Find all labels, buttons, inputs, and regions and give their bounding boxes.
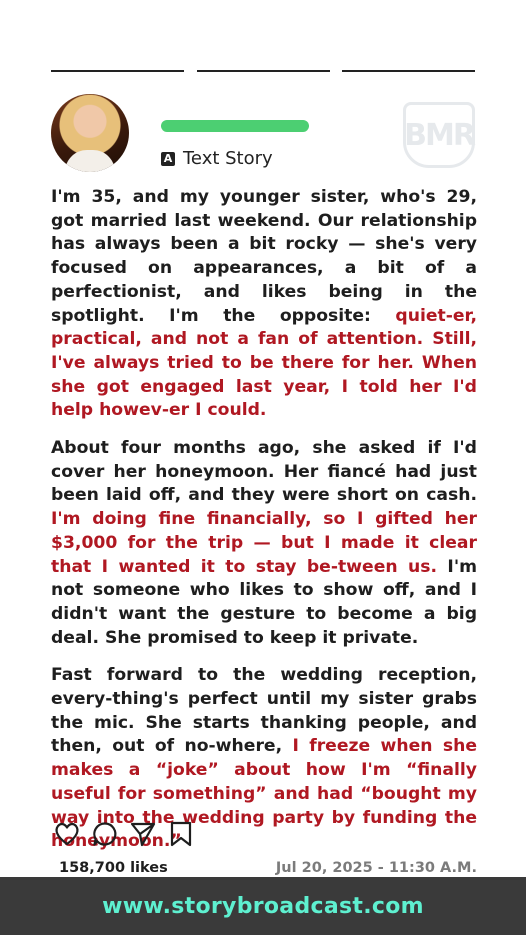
story-type-label xyxy=(161,148,273,169)
share-icon[interactable] xyxy=(129,820,157,848)
divider-segment xyxy=(342,70,475,72)
post-actions xyxy=(53,820,195,848)
post-header xyxy=(51,94,475,174)
heart-icon[interactable] xyxy=(53,820,81,848)
avatar-dress xyxy=(65,150,115,172)
top-divider xyxy=(51,70,475,73)
brand-logo xyxy=(403,102,475,168)
story-text-highlight: I'm doing fine financially, so I gifted her $3,000 for the trip — but I made it clear that I wanted it to stay be-tween us. xyxy=(51,509,477,577)
story-paragraph-1 xyxy=(51,186,477,423)
footer-banner xyxy=(0,877,526,935)
brand-logo-text: BMR xyxy=(404,117,474,153)
avatar[interactable] xyxy=(51,94,129,172)
story-body xyxy=(51,186,477,868)
story-type-text: Text Story xyxy=(183,148,273,169)
bookmark-icon[interactable] xyxy=(167,820,195,848)
footer-url[interactable]: www.storybroadcast.com xyxy=(102,893,424,919)
likes-count[interactable]: 158,700 likes xyxy=(59,860,168,876)
story-paragraph-2 xyxy=(51,437,477,650)
text-story-icon: A xyxy=(161,152,175,166)
story-text: Fast forward to the wedding reception, every-thing's perfect until my sister grabs the mic. She starts thanking people, and then, out of no-where, xyxy=(51,665,477,757)
divider-segment xyxy=(197,70,330,72)
story-text: About four months ago, she asked if I'd cover her honeymoon. Her fiancé had just been laid off, and they were short on cash. xyxy=(51,438,477,506)
redacted-username-bar[interactable] xyxy=(161,120,309,132)
story-text-highlight: quiet-er, practical, and not a fan of attention. Still, I've always tried to be there for her. When she got engaged last year, I told her I'd help howev-er I could. xyxy=(51,305,477,421)
story-text: I'm not someone who likes to show off, and I didn't want the gesture to become a big deal. She promised to keep it private. xyxy=(51,556,477,648)
comment-icon[interactable] xyxy=(91,820,119,848)
divider-segment xyxy=(51,70,184,72)
post-date: Jul 20, 2025 - 11:30 A.M. xyxy=(275,860,477,876)
story-text: I'm 35, and my younger sister, who's 29, got married last weekend. Our relationship has always been a bit rocky — she's very focused on appearances, a bit of a perfectionist, and likes being in the spotlight. I'm the opposite: xyxy=(51,187,477,326)
story-text-highlight: I freeze when she makes a “joke” about how I'm “finally useful for something” and had “bought my way into the wedding party by funding the honeymoon.” xyxy=(51,736,477,852)
